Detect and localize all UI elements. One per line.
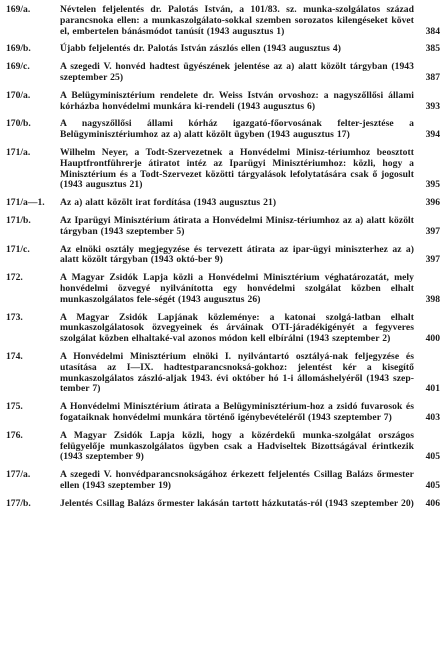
entry-number: 172. — [6, 272, 23, 284]
entry-page: 396 — [425, 197, 440, 209]
toc-entry — [6, 470, 440, 492]
entry-title: Az Iparügyi Minisztérium átirata a Honvédelmi Minisz-tériumhoz az a) alatt közölt tárgyban (1943 szeptember 5) — [60, 214, 414, 237]
entry-title: A Honvédelmi Minisztérium elnöki I. nyilvántartó osztályá-nak feljegyzése és utasítása az I—IX. hadtestparancsnoksá-gokhoz: jelentést kér a kisegítő munkaszolgálatos zászló-aljak 1943. évi október hó 1-i állomáshelyéről (1943 szep-tember 7) — [60, 350, 414, 395]
entry-number: 169/a. — [6, 4, 31, 15]
toc-entry — [6, 44, 440, 55]
entry-number: 169/b. — [6, 43, 31, 55]
entry-title: A nagyszőllősi állami kórház igazgató-főorvosának felter-jesztése a Belügyminisztériumhoz az a) alatt közölt ügyben (1943 augusztus 17) — [60, 118, 414, 141]
entry-page: 398 — [425, 293, 440, 305]
entry-page: 397 — [425, 225, 440, 237]
toc-entry — [6, 245, 440, 267]
entry-title: Wilhelm Neyer, a Todt-Szervezetnek a Honvédelmi Minisz-tériumhoz beosztott Hauptfrontführerje átiratot intéz az Iparügyi Minisztériumhoz: közli, hogy a Minisztérium és a Todt-Szervezet közötti tárgyalások lefolytatására csak ő jogosult (1943 augusztus 21) — [60, 146, 414, 191]
toc-entry — [6, 313, 440, 345]
entry-number: 171/b. — [6, 214, 31, 226]
toc-entry — [6, 216, 440, 238]
entry-number: 169/c. — [6, 61, 30, 73]
toc-entry — [6, 499, 440, 510]
toc-entry — [6, 148, 440, 191]
entry-page: 406 — [425, 497, 440, 509]
entry-page: 400 — [425, 333, 440, 345]
entry-number: 171/c. — [6, 243, 30, 255]
entry-title: A szegedi V. honvéd hadtest ügyészének jelentése az a) alatt közölt tárgyban (1943 szeptember 25) — [60, 61, 414, 83]
toc-entry — [6, 62, 440, 84]
entry-title: A Magyar Zsidók Lapja közli, hogy a közérdekű munka-szolgálat országos felügyelője munkaszolgálatos ügyben csak a Hadviseltek Bizottságával érintkezik (1943 szeptember 9) — [60, 429, 414, 463]
entry-number: 176. — [6, 429, 23, 441]
entry-page: 401 — [425, 383, 440, 395]
toc-entry — [6, 402, 440, 424]
entry-page: 385 — [425, 43, 440, 55]
entry-number: 177/a. — [6, 469, 31, 481]
toc-entry — [6, 352, 440, 395]
table-of-contents — [6, 5, 440, 516]
toc-entry — [6, 91, 440, 113]
entry-number: 170/b. — [6, 118, 31, 130]
entry-page: 387 — [425, 71, 440, 83]
entry-title: Az elnöki osztály megjegyzése és tervezett átirata az ipar-ügyi miniszterhez az a) alatt közölt tárgyban (1943 októ-ber 9) — [60, 243, 414, 266]
entry-title: Névtelen feljelentés dr. Palotás István, a 101/83. sz. munka-szolgálatos század parancsnoka ellen: a munkaszolgálato-sokkal szemben sorozatos kilengéseket követ el, embertelen bánásmódot tanúsít (1943 augusztus 1) — [60, 4, 414, 37]
entry-page: 405 — [425, 451, 440, 463]
entry-page: 384 — [425, 25, 440, 37]
entry-number: 177/b. — [6, 497, 31, 509]
toc-entry — [6, 198, 440, 209]
entry-title: Az a) alatt közölt irat fordítása (1943 augusztus 21) — [60, 197, 277, 209]
entry-page: 395 — [425, 179, 440, 191]
entry-page: 397 — [425, 254, 440, 266]
entry-title: A Magyar Zsidók Lapja közli a Honvédelmi Minisztérium véghatározatát, mely honvédelmi özvegyé nyilvánította egy honvédelmi szolgálat közben elhalt munkaszolgálatos fele-ségét (1943 augusztus 26) — [60, 272, 414, 305]
entry-page: 393 — [425, 100, 440, 112]
entry-title: Újabb feljelentés dr. Palotás István zászlós ellen (1943 augusztus 4) — [60, 43, 342, 55]
toc-entry — [6, 5, 440, 37]
entry-title: A Belügyminisztérium rendelete dr. Weiss István orvoshoz: a nagyszőllősi állami kórházba honvédelmi munkára ki-rendeli (1943 augusztus 6) — [60, 89, 414, 112]
entry-number: 175. — [6, 401, 23, 413]
entry-title: Jelentés Csillag Balázs őrmester lakásán tartott házkutatás-ról (1943 szeptember 20) — [60, 497, 414, 509]
entry-number: 174. — [6, 350, 23, 362]
entry-page: 405 — [425, 479, 440, 491]
entry-title: A Magyar Zsidók Lapjának közleménye: a katonai szolgá-latban elhalt munkaszolgálatosok özvegyeinek és árváinak OTI-járadékigényét a fegyveres szolgálat közben elhaltaké-val azonos módon kell elbírálni (1943 szeptember 2) — [60, 311, 414, 345]
toc-entry — [6, 273, 440, 305]
entry-title: A Honvédelmi Minisztérium átirata a Belügyminisztérium-hoz a zsidó fuvarosok és fogataiknak honvédelmi munkára történő igénybevételéről (1943 szeptember 7) — [60, 401, 414, 423]
toc-entry — [6, 431, 440, 463]
toc-entry — [6, 119, 440, 141]
entry-number: 173. — [6, 311, 23, 323]
entry-number: 171/a. — [6, 146, 31, 158]
entry-number: 170/a. — [6, 89, 31, 101]
entry-title: A szegedi V. honvédparancsnokságához érkezett feljelentés Csillag Balázs őrmester ellen (1943 szeptember 19) — [60, 469, 414, 491]
entry-number: 171/a—1. — [6, 197, 45, 209]
entry-page: 403 — [425, 411, 440, 423]
entry-page: 394 — [425, 129, 440, 141]
